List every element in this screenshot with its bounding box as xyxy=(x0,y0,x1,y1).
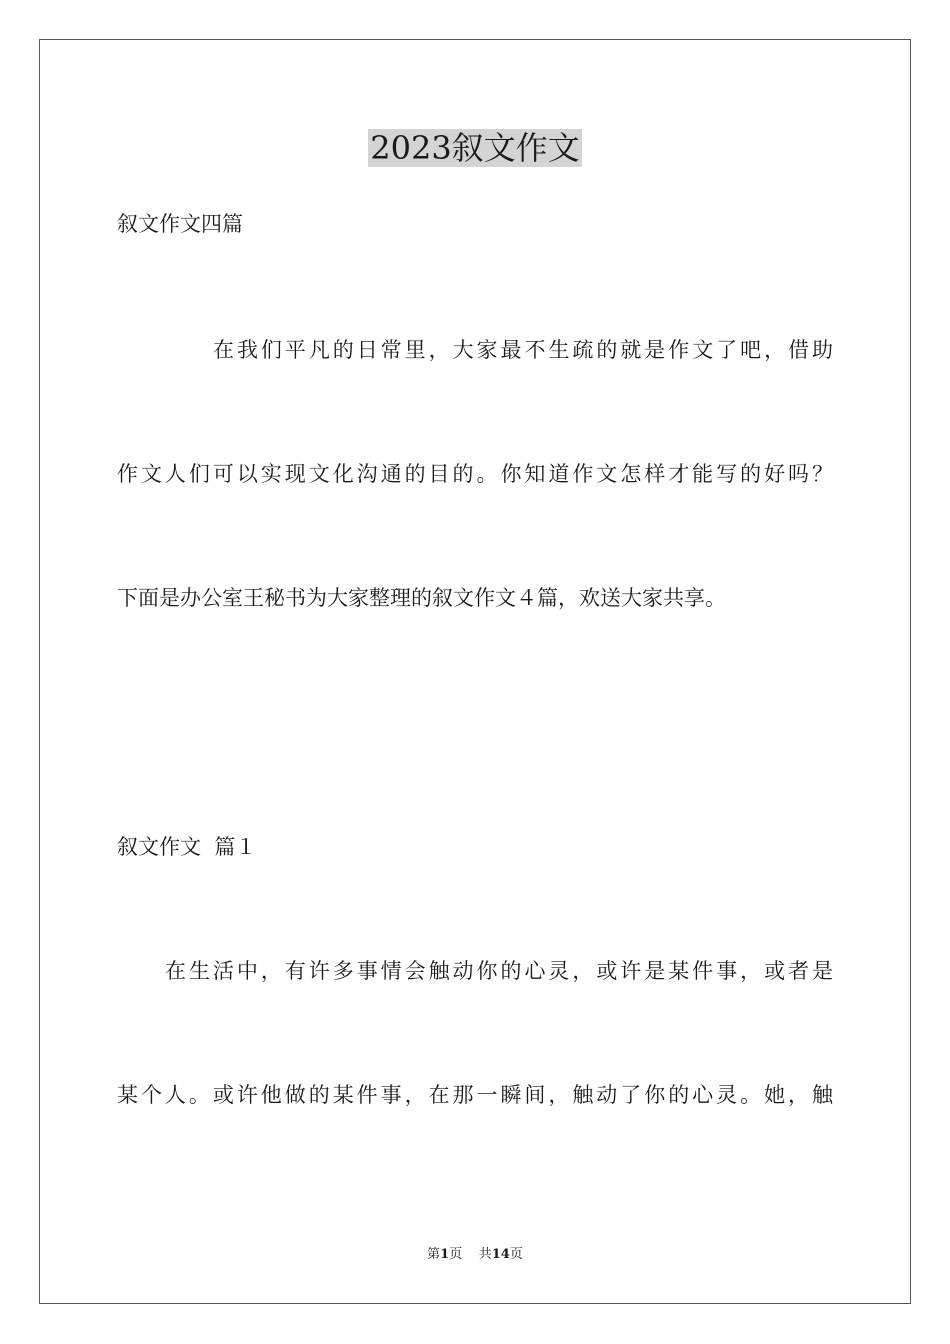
page-footer xyxy=(0,1246,950,1264)
footer-total-unit: 页 xyxy=(509,1247,523,1262)
intro-line-3: 下面是办公室王秘书为大家整理的叙文作文４篇，欢送大家共享。 xyxy=(117,586,726,610)
section-line-2: 某个人。或许他做的某件事，在那一瞬间，触动了你的心灵。她，触 xyxy=(117,1083,833,1107)
intro-line-1: 在我们平凡的日常里，大家最不生疏的就是作文了吧，借助 xyxy=(213,338,833,362)
footer-page-prefix: 第 xyxy=(427,1247,441,1262)
footer-page-number: 1 xyxy=(440,1247,450,1262)
document-title xyxy=(0,128,950,168)
section-heading: 叙文作文 篇１ xyxy=(117,835,257,859)
footer-page-unit: 页 xyxy=(449,1247,463,1262)
footer-total-pages: 14 xyxy=(491,1247,510,1262)
intro-line-2: 作文人们可以实现文化沟通的目的。你知道作文怎样才能写的好吗？ xyxy=(117,462,833,486)
document-subtitle: 叙文作文四篇 xyxy=(117,212,243,236)
footer-total-prefix: 共 xyxy=(478,1247,492,1262)
section-line-1: 在生活中，有许多事情会触动你的心灵，或许是某件事，或者是 xyxy=(165,959,833,983)
document-title-text: 2023叙文作文 xyxy=(370,129,580,167)
